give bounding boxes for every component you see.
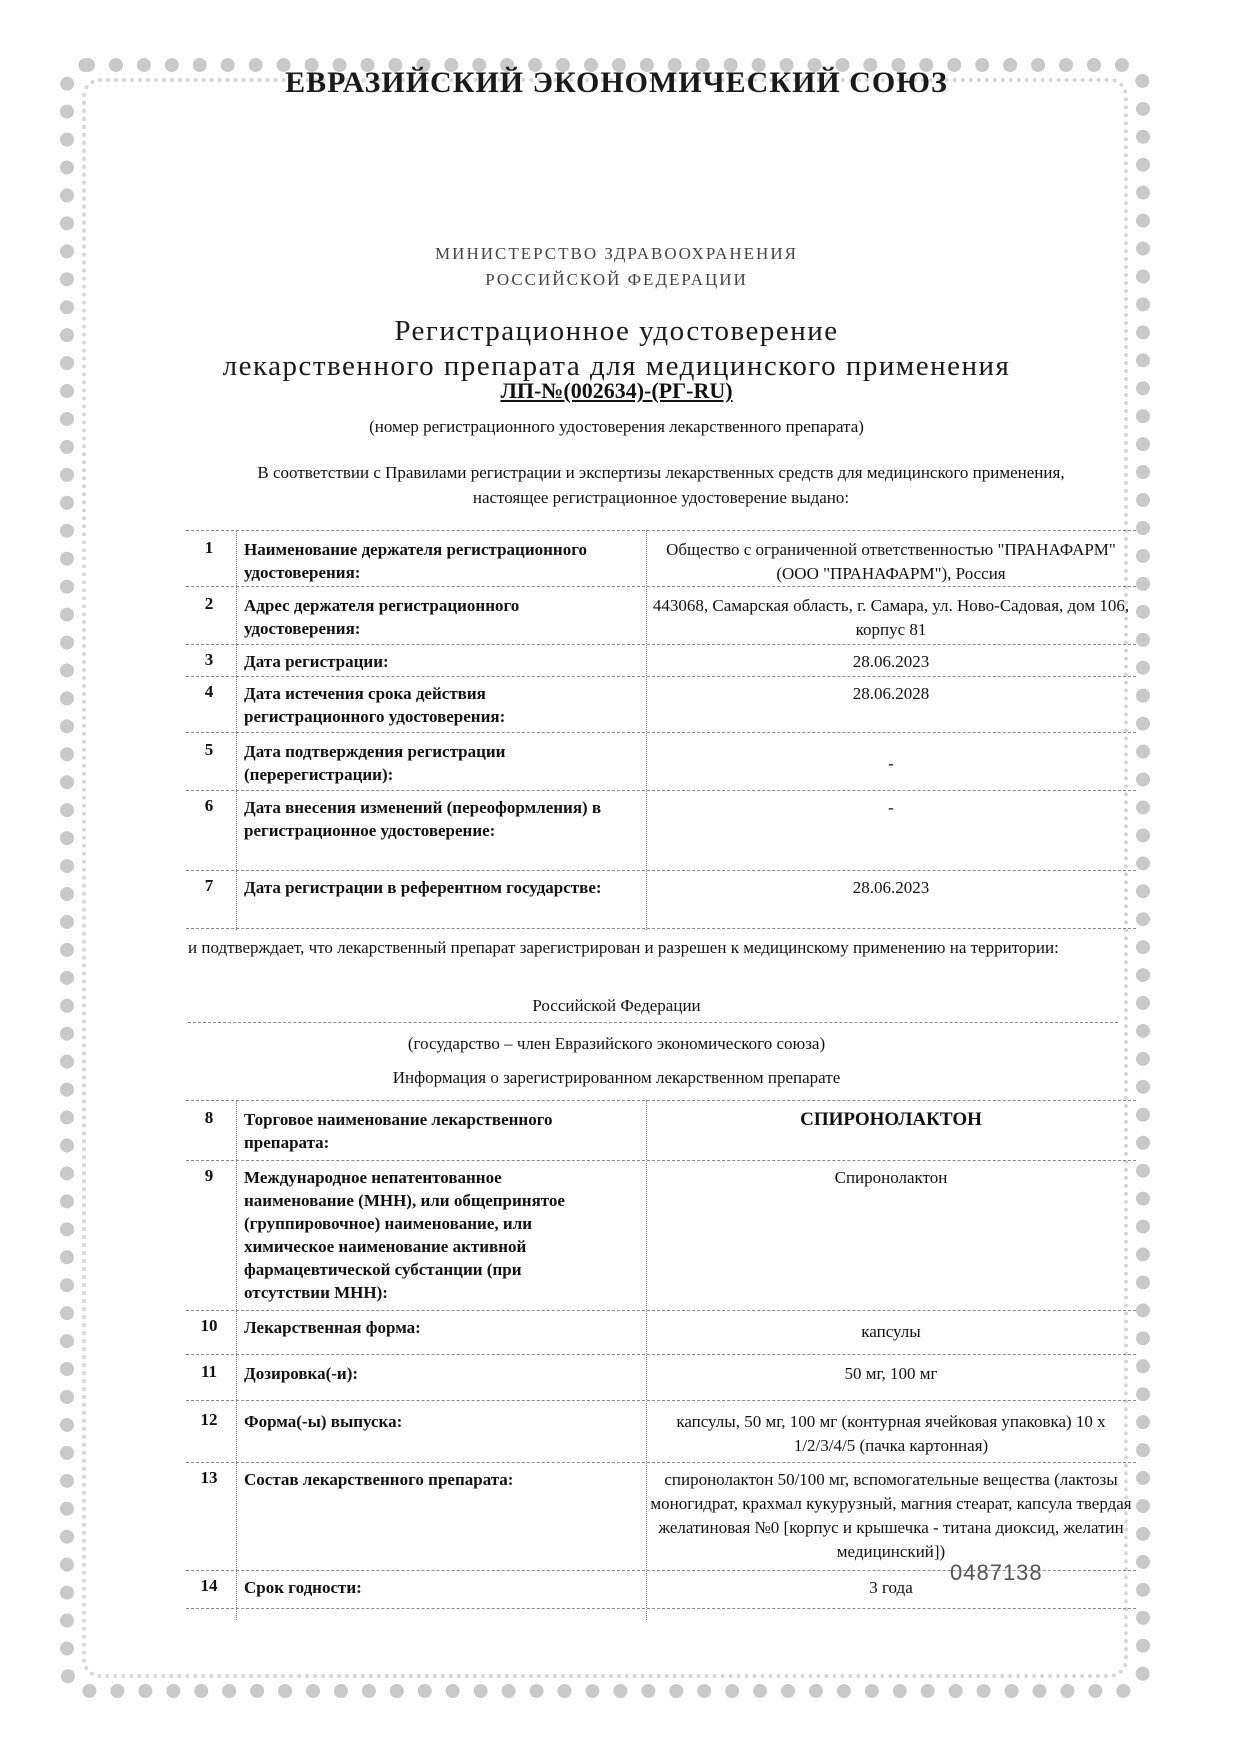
row-label: Дозировка(-и):: [244, 1364, 359, 1383]
territory-caption: (государство – член Евразийского экономического союза): [407, 1034, 826, 1053]
row-label: Дата регистрации в референтном государстве:: [244, 878, 602, 897]
row-value: -: [888, 754, 894, 773]
info-heading: Информация о зарегистрированном лекарственном препарате: [392, 1068, 841, 1087]
row-number: 7: [204, 876, 214, 895]
row-value: 28.06.2023: [852, 652, 930, 671]
row-number: 6: [204, 796, 214, 815]
row-value: Общество с ограниченной ответственностью "ПРАНАФАРМ" (ООО "ПРАНАФАРМ"), Россия: [666, 540, 1116, 583]
row-label: Наименование держателя регистрационного удостоверения:: [244, 540, 587, 582]
intro-text: В соответствии с Правилами регистрации и экспертизы лекарственных средств для медицинского применения, настоящее регистрационное удостоверение выдано:: [257, 463, 1065, 507]
row-label: Дата истечения срока действия регистрационного удостоверения:: [244, 684, 506, 726]
row-label: Адрес держателя регистрационного удостоверения:: [244, 596, 520, 638]
row-label: Дата внесения изменений (переоформления) в регистрационное удостоверение:: [244, 798, 602, 840]
row-number: 13: [200, 1468, 218, 1487]
certificate-number: ЛП-№(002634)-(РГ-RU): [500, 378, 733, 403]
row-value: капсулы, 50 мг, 100 мг (контурная ячейковая упаковка) 10 x 1/2/3/4/5 (пачка картонная): [676, 1412, 1106, 1455]
ministry-line-2: РОССИЙСКОЙ ФЕДЕРАЦИИ: [485, 270, 748, 289]
row-number: 11: [200, 1362, 218, 1381]
row-label: Форма(-ы) выпуска:: [244, 1412, 403, 1431]
row-number: 2: [204, 594, 214, 613]
row-number: 1: [204, 538, 214, 557]
ministry-line-1: МИНИСТЕРСТВО ЗДРАВООХРАНЕНИЯ: [435, 244, 798, 263]
row-number: 8: [204, 1108, 214, 1127]
row-number: 3: [204, 650, 214, 669]
row-value: -: [888, 798, 894, 817]
row-number: 14: [200, 1576, 218, 1595]
territory: Российской Федерации: [532, 996, 701, 1015]
certificate-number-caption: (номер регистрационного удостоверения лекарственного препарата): [369, 417, 864, 436]
serial-number: 0487138: [950, 1560, 1043, 1585]
row-label: Дата подтверждения регистрации (перерегистрации):: [244, 742, 506, 784]
certificate-title-line-1: Регистрационное удостоверение: [394, 315, 839, 347]
row-value: 28.06.2023: [852, 878, 930, 897]
row-number: 10: [200, 1316, 218, 1335]
certificate-title-line-2: лекарственного препарата для медицинского применения: [222, 350, 1011, 382]
row-value: Спиронолактон: [834, 1168, 948, 1187]
row-label: Срок годности:: [244, 1578, 362, 1597]
row-value: спиронолактон 50/100 мг, вспомогательные вещества (лактозы моногидрат, крахмал кукурузный, магния стеарат, капсула твердая желатиновая №0 [корпус и крышечка - титана диоксид, желатин медицинский]): [650, 1470, 1132, 1561]
union-title: ЕВРАЗИЙСКИЙ ЭКОНОМИЧЕСКИЙ СОЮЗ: [285, 66, 948, 99]
row-number: 4: [204, 682, 214, 701]
row-label: Международное непатентованное наименование (МНН), или общепринятое (группировочное) наименование, или химическое наименование активной фармацевтической субстанции (при отсутствии МНН):: [244, 1168, 565, 1302]
row-number: 9: [204, 1166, 214, 1185]
row-label: Лекарственная форма:: [244, 1318, 421, 1337]
row-value: 3 года: [869, 1578, 913, 1597]
row-value: капсулы: [861, 1322, 921, 1341]
row-value: 28.06.2028: [852, 684, 930, 703]
row-value: 50 мг, 100 мг: [844, 1364, 938, 1383]
confirmation-text: и подтверждает, что лекарственный препарат зарегистрирован и разрешен к медицинскому применению на территории:: [188, 938, 1059, 957]
row-number: 12: [200, 1410, 218, 1429]
row-label: Торговое наименование лекарственного препарата:: [244, 1110, 553, 1152]
row-label: Состав лекарственного препарата:: [244, 1470, 514, 1489]
row-number: 5: [204, 740, 214, 759]
row-value: 443068, Самарская область, г. Самара, ул. Ново-Садовая, дом 106, корпус 81: [652, 596, 1130, 639]
product-trade-name: СПИРОНОЛАКТОН: [800, 1109, 982, 1130]
row-label: Дата регистрации:: [244, 652, 389, 671]
